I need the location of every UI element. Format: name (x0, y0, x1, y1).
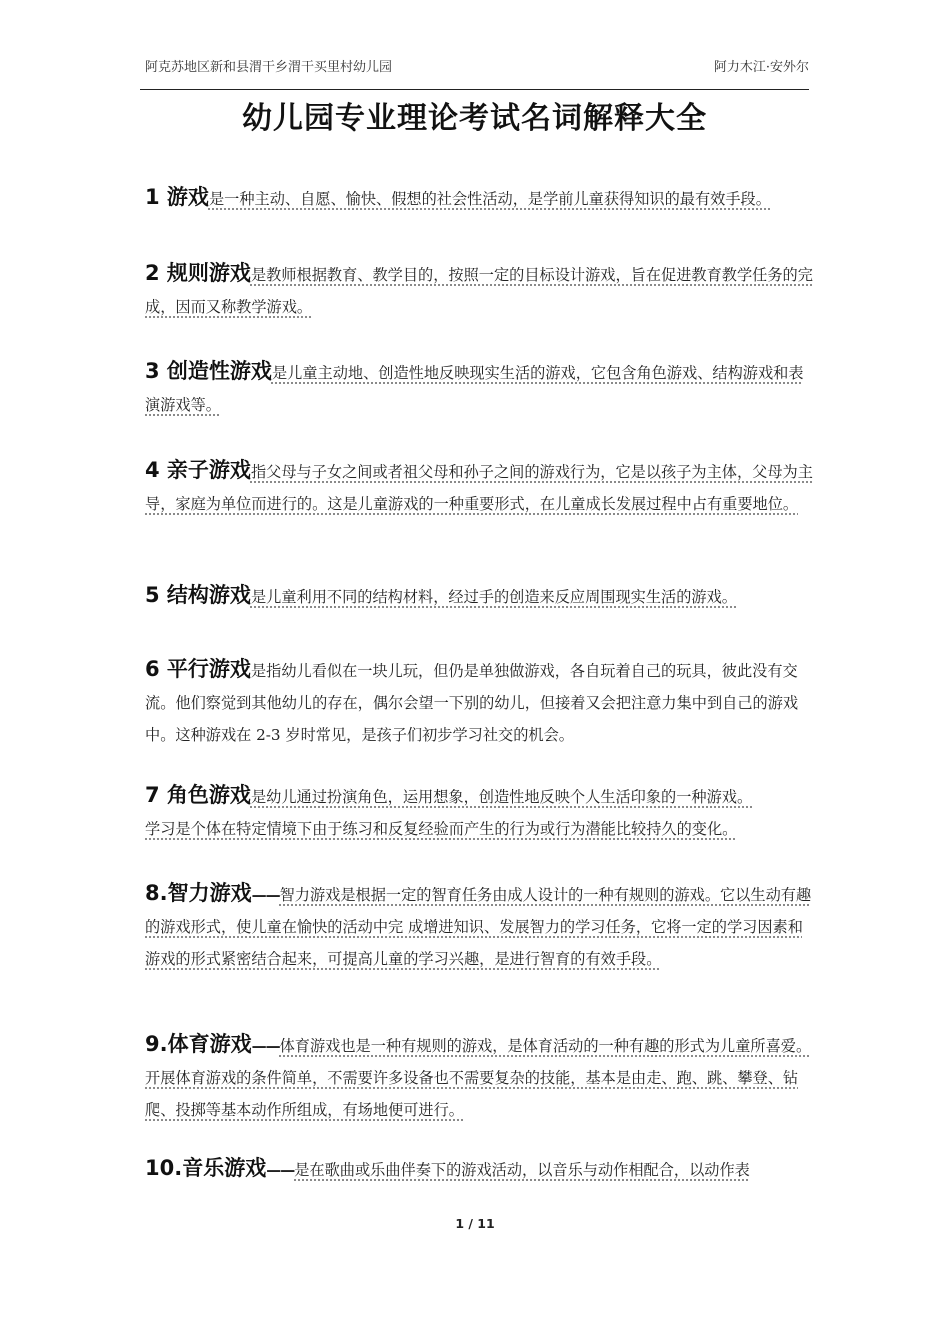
entry-6 (145, 653, 813, 751)
entry-term: 2 规则游戏 (145, 261, 251, 285)
header-author: 阿力木江·安外尔 (713, 60, 809, 75)
entry-dash: —— (251, 1037, 280, 1055)
document-title: 幼儿园专业理论考试名词解释大全 (242, 101, 707, 136)
entry-definition: 是儿童利用不同的结构材料，经过手的创造来反应周围现实生活的游戏。 (250, 588, 737, 606)
entry-definition: 是一种主动、自愿、愉快、假想的社会性活动，是学前儿童获得知识的最有效手段。 (208, 190, 771, 208)
entry-definition: 是在歌曲或乐曲伴奏下的游戏活动，以音乐与动作相配合，以动作表 (294, 1161, 750, 1179)
entry-term: 4 亲子游戏 (145, 458, 251, 482)
entry-3 (145, 355, 813, 421)
entry-term: 10.音乐游戏 (145, 1156, 267, 1180)
entry-term: 3 创造性游戏 (145, 359, 272, 383)
entry-definition: 智力游戏是根据一定的智育任务由成人设计的一种有规则的游戏。它以生动有趣的游戏形式，使儿童在愉快的活动中完 成增进知识、发展智力的学习任务，它将一定的学习因素和游戏的形式紧密结合起来，可提高儿童的学习兴趣，是进行智育的有效手段。 (145, 886, 812, 968)
entry-term: 9.体育游戏 (145, 1032, 252, 1056)
header-school-name: 阿克苏地区新和县渭干乡渭干买里村幼儿园 (145, 60, 393, 75)
entry-term: 5 结构游戏 (145, 583, 251, 607)
entry-8 (145, 877, 813, 975)
entry-1 (145, 181, 813, 215)
page-number: 1 / 11 (455, 1216, 495, 1231)
entry-dash: —— (266, 1161, 295, 1179)
entry-continuation: 学习是个体在特定情境下由于练习和反复经验而产生的行为或行为潜能比较持久的变化。 (145, 820, 738, 838)
entry-9 (145, 1028, 813, 1126)
entry-definition: 是教师根据教育、教学目的，按照一定的目标设计游戏，旨在促进教育教学任务的完成，因而又称教学游戏。 (145, 266, 813, 316)
entry-10 (145, 1152, 813, 1186)
entry-definition: 体育游戏也是一种有规则的游戏，是体育活动的一种有趣的形式为儿童所喜爱。开展体育游戏的条件简单，不需要许多设备也不需要复杂的技能，基本是由走、跑、跳、攀登、钻爬、投掷等基本动作所组成，有场地便可进行。 (145, 1037, 812, 1119)
entry-definition: 是幼儿通过扮演角色，运用想象，创造性地反映个人生活印象的一种游戏。 (250, 788, 753, 806)
header-divider (140, 89, 809, 90)
entry-7 (145, 779, 813, 845)
entry-definition: 是指幼儿看似在一块儿玩，但仍是单独做游戏，各自玩着自己的玩具，彼此没有交流。他们察觉到其他幼儿的存在，偶尔会望一下别的幼儿，但接着又会把注意力集中到自己的游戏中。这种游戏在 2-3 岁时常见，是孩子们初步学习社交的机会。 (145, 662, 799, 744)
entry-term: 6 平行游戏 (145, 657, 251, 681)
entry-2 (145, 257, 813, 323)
entry-definition: 指父母与子女之间或者祖父母和孙子之间的游戏行为，它是以孩子为主体，父母为主导，家庭为单位而进行的。这是儿童游戏的一种重要形式，在儿童成长发展过程中占有重要地位。 (145, 463, 813, 513)
entry-5 (145, 579, 813, 613)
entry-definition: 是儿童主动地、创造性地反映现实生活的游戏，它包含角色游戏、结构游戏和表演游戏等。 (145, 364, 804, 414)
entry-term: 8.智力游戏 (145, 881, 252, 905)
entry-dash: —— (251, 886, 280, 904)
entry-term: 7 角色游戏 (145, 783, 251, 807)
entry-4 (145, 454, 813, 520)
entry-term: 1 游戏 (145, 185, 209, 209)
